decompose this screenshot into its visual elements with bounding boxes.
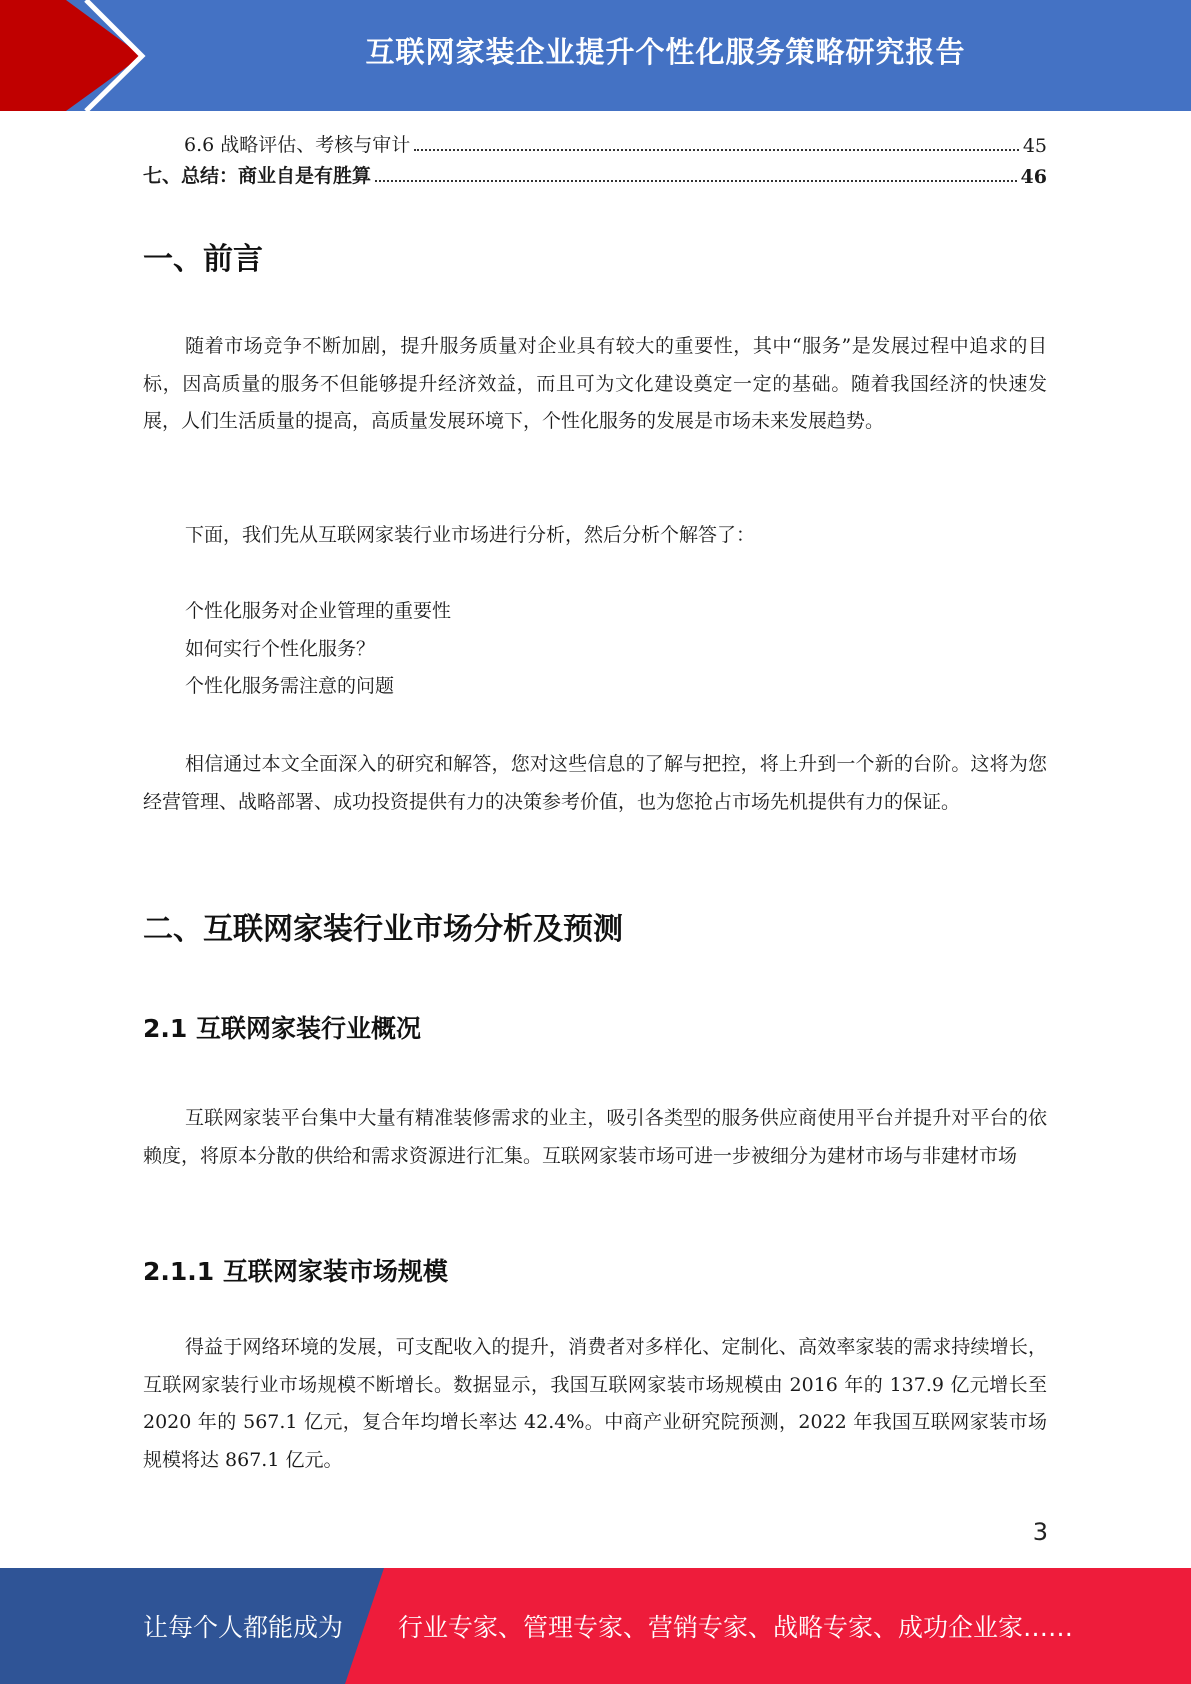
preface-list-item-1: 个性化服务对企业管理的重要性	[185, 600, 452, 622]
section-heading-preface: 一、前言	[143, 242, 263, 277]
page-header	[0, 0, 1191, 111]
header-title: 互联网家装企业提升个性化服务策略研究报告	[365, 34, 966, 69]
preface-list-item-3: 个性化服务需注意的问题	[185, 675, 395, 697]
preface-list-item-2: 如何实行个性化服务？	[185, 638, 376, 660]
section-heading-market: 二、互联网家装行业市场分析及预测	[143, 912, 623, 947]
subsection-heading-2-1: 2.1 互联网家装行业概况	[143, 1014, 421, 1043]
toc-entry-7[interactable]	[143, 158, 1047, 188]
industry-overview-paragraph: 互联网家装平台集中大量有精准装修需求的业主，吸引各类型的服务供应商使用平台并提升对平台的依赖度，将原本分散的供给和需求资源进行汇集。互联网家装市场可进一步被细分为建材市场与非建材市场	[143, 1107, 1047, 1167]
footer-slogan-left: 让每个人都能成为	[143, 1613, 344, 1642]
preface-paragraph-3: 相信通过本文全面深入的研究和解答，您对这些信息的了解与把控，将上升到一个新的台阶。这将为您经营管理、战略部署、成功投资提供有力的决策参考价值，也为您抢占市场先机提供有力的保证。	[143, 753, 1047, 813]
toc-entry-label: 七、总结：商业自是有胜算	[143, 165, 372, 187]
footer-slogan-right: 行业专家、管理专家、营销专家、战略专家、成功企业家……	[398, 1613, 1074, 1642]
toc-leader-dots	[414, 149, 1019, 151]
toc-leader-dots	[375, 180, 1017, 182]
toc-entry-label: 6.6 战略评估、考核与审计	[184, 134, 411, 156]
page-footer	[0, 1568, 1191, 1684]
toc-entry-page: 46	[1020, 166, 1047, 188]
toc-entry-6-6[interactable]	[184, 127, 1047, 157]
subsection-heading-2-1-1: 2.1.1 互联网家装市场规模	[143, 1257, 448, 1286]
toc-entry-page: 45	[1022, 135, 1047, 157]
market-size-paragraph: 得益于网络环境的发展，可支配收入的提升，消费者对多样化、定制化、高效率家装的需求持续增长，互联网家装行业市场规模不断增长。数据显示，我国互联网家装市场规模由 2016 年的 137.9 亿元增长至 2020 年的 567.1 亿元，复合年均增长率达 42.4%。中商产业研究院预测，2022 年我国互联网家装市场规模将达 867.1 亿元。	[143, 1336, 1047, 1471]
page-number: 3	[1032, 1518, 1048, 1546]
preface-paragraph-2: 下面，我们先从互联网家装行业市场进行分析，然后分析个解答了：	[185, 524, 756, 546]
preface-paragraph-1: 随着市场竞争不断加剧，提升服务质量对企业具有较大的重要性，其中“服务”是发展过程中追求的目标，因高质量的服务不但能够提升经济效益，而且可为文化建设奠定一定的基础。随着我国经济的快速发展，人们生活质量的提高，高质量发展环境下，个性化服务的发展是市场未来发展趋势。	[143, 335, 1047, 432]
